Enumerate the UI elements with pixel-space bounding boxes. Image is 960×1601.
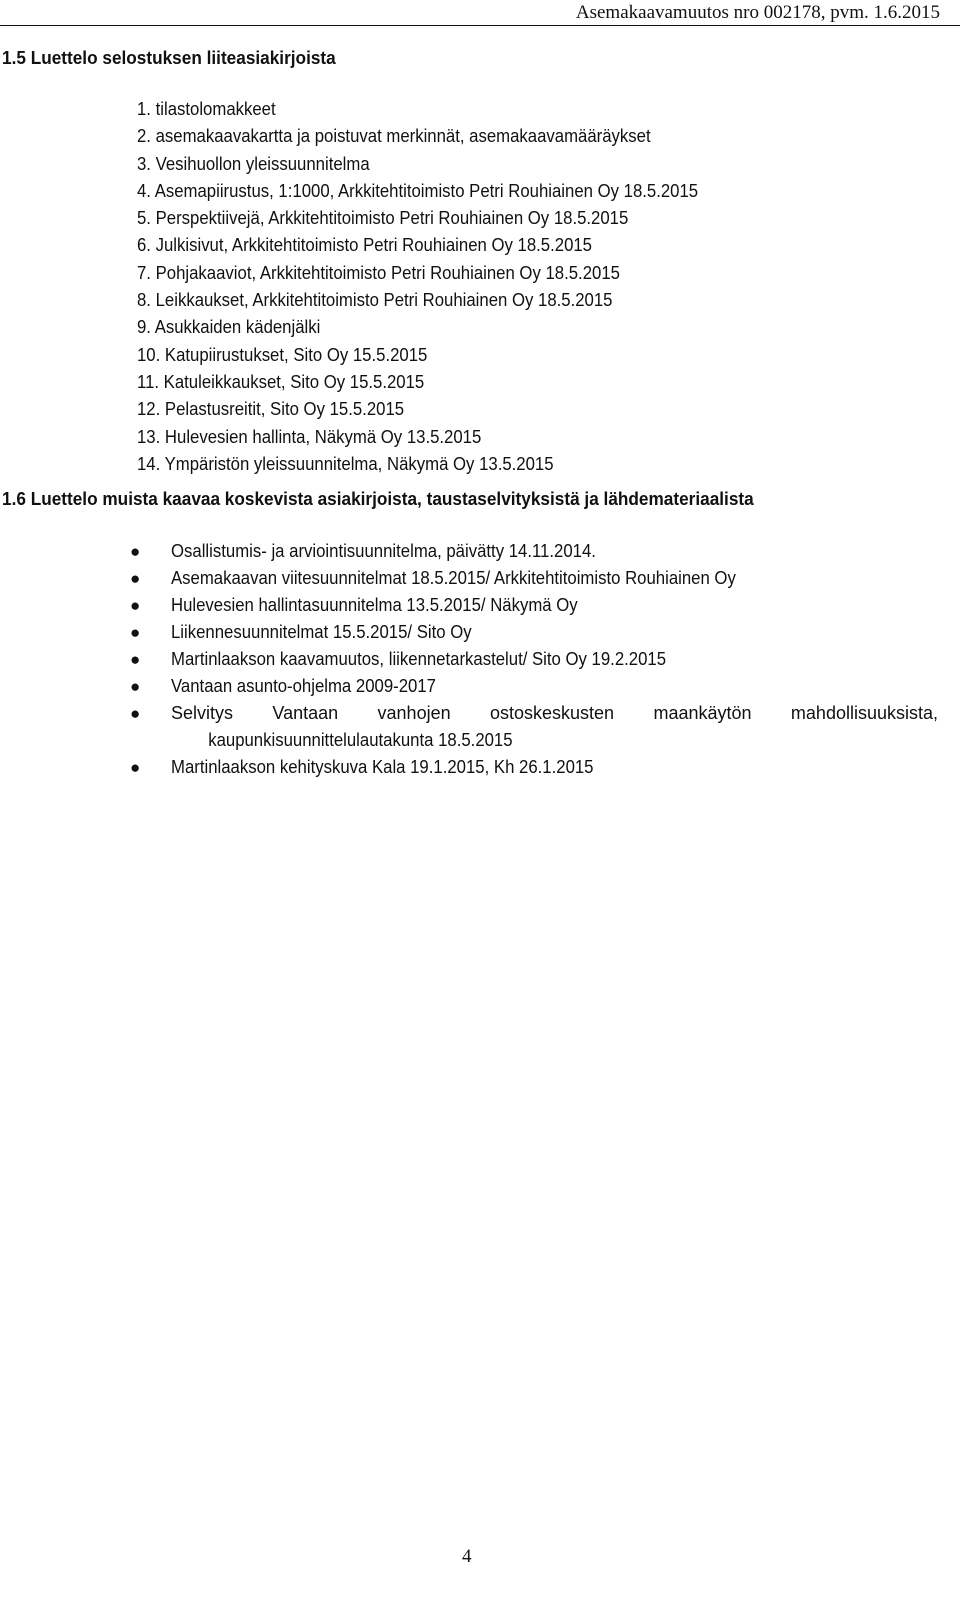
- bullet-item: [130, 538, 938, 565]
- bullet-icon: ●: [130, 650, 141, 669]
- word: maankäytön: [653, 703, 752, 723]
- word: vanhojen: [377, 703, 451, 723]
- document-title: Asemakaavamuutos nro 002178, pvm. 1.6.2015: [575, 2, 940, 23]
- bullet-item-text: Martinlaakson kaavamuutos, liikennetarkastelut/ Sito Oy 19.2.2015: [171, 649, 667, 669]
- list-item: 12. Pelastusreitit, Sito Oy 15.5.2015: [137, 399, 405, 420]
- bullet-item-text: Martinlaakson kehityskuva Kala 19.1.2015, Kh 26.1.2015: [171, 757, 594, 777]
- bullet-item-text: Asemakaavan viitesuunnitelmat 18.5.2015/ Arkkitehtitoimisto Rouhiainen Oy: [171, 568, 736, 588]
- list-item: 4. Asemapiirustus, 1:1000, Arkkitehtitoimisto Petri Rouhiainen Oy 18.5.2015: [137, 180, 699, 201]
- list-item: 8. Leikkaukset, Arkkitehtitoimisto Petri Rouhiainen Oy 18.5.2015: [137, 290, 613, 311]
- bullet-item: [130, 592, 938, 619]
- section-heading-attachments: 1.5 Luettelo selostuksen liiteasiakirjoista: [2, 47, 336, 68]
- bullet-icon: ●: [130, 569, 141, 588]
- word: Selvitys: [171, 703, 234, 723]
- bullet-icon: ●: [130, 596, 141, 615]
- bullet-item: [130, 700, 938, 754]
- attachments-list: [137, 96, 740, 478]
- bullet-item-text: Liikennesuunnitelmat 15.5.2015/ Sito Oy: [171, 622, 472, 642]
- header-rule: [0, 25, 960, 26]
- bullet-item: [130, 565, 938, 592]
- word: ostoskeskusten: [490, 703, 615, 723]
- list-item: 14. Ympäristön yleissuunnitelma, Näkymä Oy 13.5.2015: [137, 453, 554, 474]
- other-documents-list: [130, 538, 938, 781]
- page-number: 4: [462, 1546, 472, 1567]
- justified-text-line: [171, 700, 938, 727]
- bullet-item-text: Osallistumis- ja arviointisuunnitelma, päivätty 14.11.2014.: [171, 541, 596, 561]
- bullet-item-text: Vantaan asunto-ohjelma 2009-2017: [171, 676, 436, 696]
- list-item: 1. tilastolomakkeet: [137, 99, 276, 119]
- bullet-item: [130, 673, 938, 700]
- word: mahdollisuuksista,: [790, 703, 938, 723]
- list-item: 13. Hulevesien hallinta, Näkymä Oy 13.5.2015: [137, 426, 482, 447]
- bullet-item: [130, 646, 938, 673]
- bullet-icon: ●: [130, 677, 141, 696]
- bullet-item: [130, 754, 938, 781]
- list-item: 6. Julkisivut, Arkkitehtitoimisto Petri Rouhiainen Oy 18.5.2015: [137, 235, 593, 256]
- bullet-icon: ●: [130, 542, 141, 561]
- word: Vantaan: [272, 703, 339, 723]
- bullet-icon: ●: [130, 704, 141, 723]
- list-item: 11. Katuleikkaukset, Sito Oy 15.5.2015: [137, 371, 425, 392]
- bullet-icon: ●: [130, 623, 141, 642]
- continuation-line: kaupunkisuunnittelulautakunta 18.5.2015: [208, 730, 513, 750]
- list-item: 9. Asukkaiden kädenjälki: [137, 317, 321, 338]
- section-heading-other-documents: 1.6 Luettelo muista kaavaa koskevista asiakirjoista, taustaselvityksistä ja lähdemateriaalista: [2, 488, 754, 509]
- list-item: 10. Katupiirustukset, Sito Oy 15.5.2015: [137, 344, 428, 365]
- bullet-item-text: Hulevesien hallintasuunnitelma 13.5.2015/ Näkymä Oy: [171, 595, 578, 615]
- list-item: 3. Vesihuollon yleissuunnitelma: [137, 153, 370, 174]
- list-item: 5. Perspektiivejä, Arkkitehtitoimisto Petri Rouhiainen Oy 18.5.2015: [137, 208, 629, 229]
- list-item: 2. asemakaavakartta ja poistuvat merkinnät, asemakaavamääräykset: [137, 126, 651, 147]
- page-header: [0, 0, 960, 28]
- list-item: 7. Pohjakaaviot, Arkkitehtitoimisto Petri Rouhiainen Oy 18.5.2015: [137, 262, 620, 283]
- bullet-item: [130, 619, 938, 646]
- bullet-icon: ●: [130, 758, 141, 777]
